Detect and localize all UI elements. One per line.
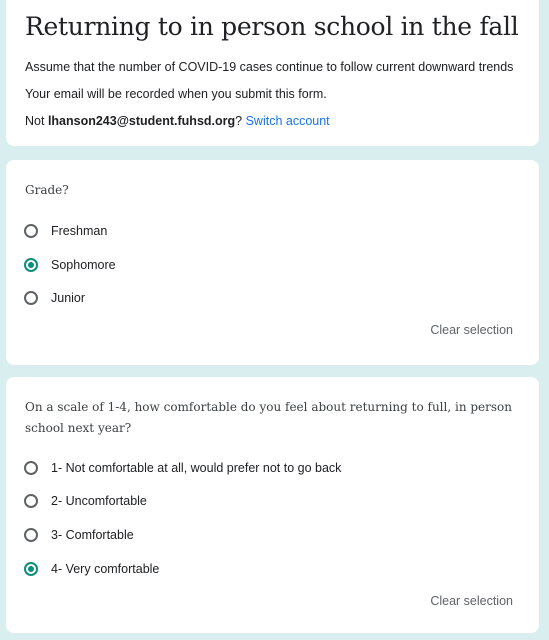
radio-button-selected[interactable] (24, 258, 38, 272)
radio-option-3[interactable] (24, 523, 134, 547)
account-email: lhanson243@student.fuhsd.org (47, 114, 236, 128)
account-line (25, 114, 330, 128)
radio-option-sophomore[interactable] (24, 253, 116, 277)
account-prefix: Not (25, 114, 48, 128)
radio-option-junior[interactable] (24, 286, 85, 310)
form-title: Returning to in person school in the fall (25, 12, 519, 41)
option-label: Junior (51, 291, 86, 305)
option-label: 3- Comfortable (51, 528, 134, 542)
radio-option-1[interactable] (24, 456, 341, 480)
radio-button[interactable] (24, 291, 38, 305)
radio-button[interactable] (24, 494, 38, 508)
form-description: Assume that the number of COVID-19 cases continue to follow current downward trends (25, 60, 514, 74)
clear-selection-button[interactable]: Clear selection (430, 323, 513, 337)
email-notice: Your email will be recorded when you submit this form. (25, 87, 327, 101)
radio-button[interactable] (24, 461, 38, 475)
clear-selection-button[interactable]: Clear selection (430, 594, 513, 608)
question-title: Grade? (25, 183, 69, 197)
account-suffix: ? (235, 114, 246, 128)
radio-option-freshman[interactable] (24, 219, 107, 243)
option-label: 4- Very comfortable (51, 562, 160, 576)
option-label: Freshman (51, 224, 108, 238)
switch-account-link[interactable]: Switch account (245, 114, 330, 128)
option-label: 2- Uncomfortable (51, 494, 147, 508)
question-card-comfort (6, 377, 539, 633)
option-label: Sophomore (51, 258, 116, 272)
radio-button[interactable] (24, 528, 38, 542)
question-title: On a scale of 1-4, how comfortable do you feel about returning to full, in person school next year? (25, 400, 513, 435)
form-header-card (6, 0, 539, 146)
radio-button[interactable] (24, 224, 38, 238)
radio-button-selected[interactable] (24, 562, 38, 576)
radio-option-4[interactable] (24, 557, 159, 581)
radio-option-2[interactable] (24, 489, 147, 513)
question-card-grade (6, 160, 539, 365)
option-label: 1- Not comfortable at all, would prefer not to go back (51, 461, 342, 475)
